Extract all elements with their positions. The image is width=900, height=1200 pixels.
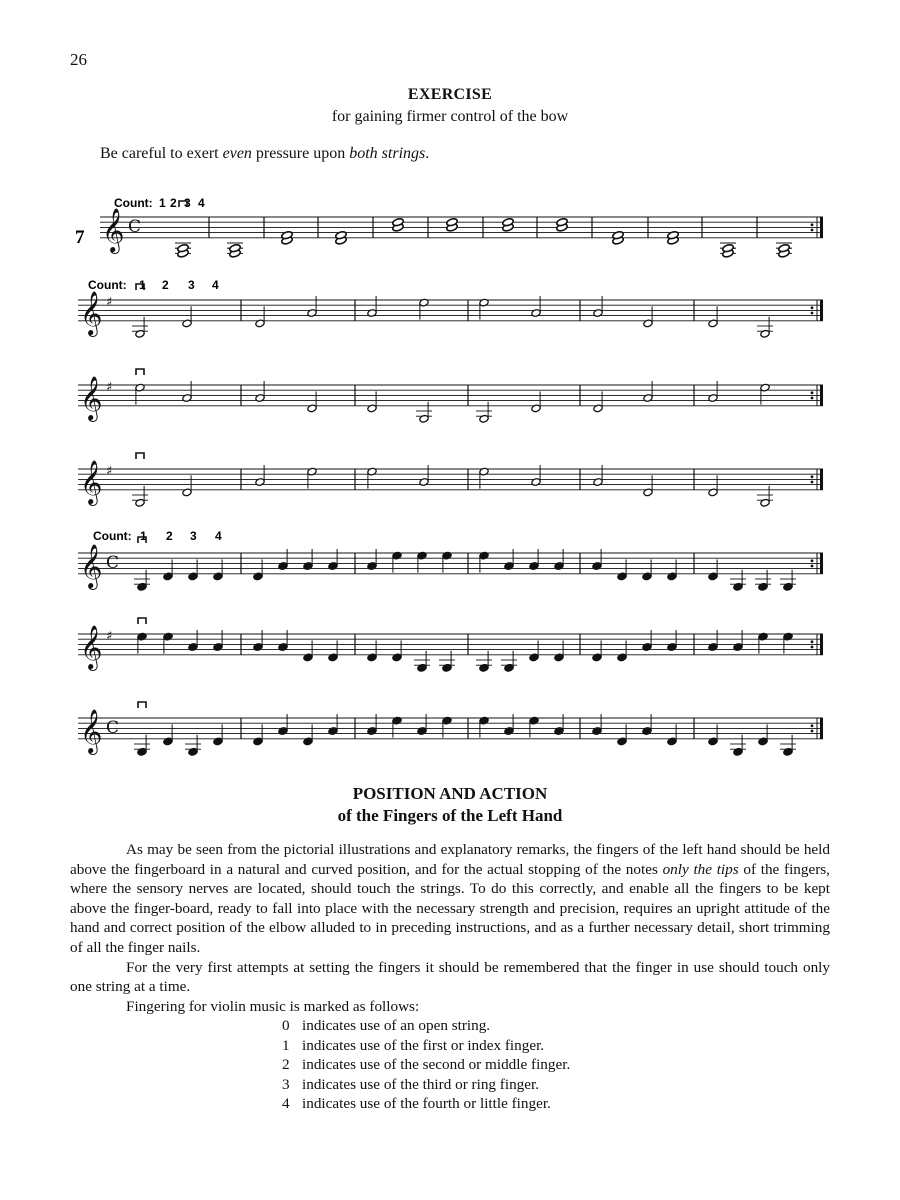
- treble-clef-icon: 𝄞: [80, 290, 103, 335]
- fingering-text: indicates use of an open string.: [302, 1017, 491, 1034]
- instruction-text: .: [425, 145, 430, 162]
- count-beat: 1: [159, 196, 166, 210]
- repeat-dot: [811, 312, 814, 315]
- sharp-icon: ♯: [106, 295, 113, 310]
- paragraph: [70, 958, 830, 997]
- repeat-dot: [811, 724, 814, 727]
- section-subtitle: of the Fingers of the Left Hand: [337, 806, 563, 825]
- count-beat: 3: [190, 529, 197, 543]
- repeat-dot: [811, 475, 814, 478]
- paragraph-text: For the very first attempts at setting the fingers it should be remembered that the finger in use should touch only one string at a time.: [70, 958, 830, 996]
- count-beat: 2: [170, 196, 177, 210]
- fingering-item: [282, 1094, 570, 1114]
- final-barline: [820, 718, 823, 739]
- down-bow-icon: [136, 453, 144, 459]
- instruction-text: pressure upon: [251, 145, 350, 162]
- repeat-dot: [811, 565, 814, 568]
- repeat-dot: [811, 306, 814, 309]
- paragraph-text: Fingering for violin music is marked as follows:: [126, 997, 420, 1015]
- count-beat: 1: [139, 278, 146, 292]
- repeat-dot: [811, 481, 814, 484]
- section-title: POSITION AND ACTION: [352, 784, 548, 803]
- treble-clef-icon: 𝄞: [80, 459, 103, 504]
- count-beat: 4: [198, 196, 205, 210]
- repeat-dot: [811, 559, 814, 562]
- fingering-number: 3: [282, 1075, 290, 1093]
- sharp-icon: ♯: [106, 629, 113, 644]
- paragraph-text: As may be seen from the pictorial illustrations and explanatory remarks, the fingers of the left hand should be held above the fingerboard in a natural and curved position, and for the actual stopping of the notes: [70, 841, 830, 878]
- fingering-item: [282, 1075, 570, 1095]
- count-beat: 4: [215, 529, 222, 543]
- final-barline: [820, 634, 823, 655]
- repeat-dot: [811, 730, 814, 733]
- repeat-dot: [811, 223, 814, 226]
- instruction-emphasis: both strings: [349, 145, 426, 162]
- exercise-number: 7: [75, 227, 85, 248]
- count-label-text: Count:: [93, 529, 132, 543]
- count-label: [88, 278, 219, 292]
- down-bow-icon: [138, 702, 146, 708]
- fingering-number: 2: [282, 1056, 290, 1074]
- treble-clef-icon: 𝄞: [80, 375, 103, 420]
- common-time-icon: C: [128, 217, 142, 237]
- fingering-text: indicates use of the second or middle finger.: [302, 1056, 571, 1074]
- count-beat: 1: [140, 529, 147, 543]
- exercise-subtitle: for gaining firmer control of the bow: [331, 108, 569, 125]
- paragraph: [70, 840, 830, 958]
- fingering-text: indicates use of the fourth or little finger.: [302, 1095, 551, 1113]
- final-barline: [820, 385, 823, 406]
- final-barline: [820, 217, 823, 238]
- final-barline: [820, 300, 823, 321]
- fingering-text: indicates use of the third or ring finger.: [302, 1075, 540, 1093]
- paragraph-text: of the fingers, where the sensory nerves are located, should touch the strings. To do this correctly, and enable all the fingers to be kept above the finger-board, ready to fall into place with the necessary strength and precision, requires an upright attitude of the hand and correct position of the elbow alluded to in preceding instructions, and as a further necessary detail, short trimming of all the finger nails.: [70, 860, 830, 956]
- common-time-icon: C: [106, 718, 120, 738]
- count-label: [114, 196, 205, 210]
- down-bow-icon: [136, 369, 144, 375]
- treble-clef-icon: 𝄞: [80, 543, 103, 588]
- count-beat: 3: [184, 196, 191, 210]
- paragraph: [70, 997, 830, 1017]
- repeat-dot: [811, 229, 814, 232]
- common-time-icon: C: [106, 553, 120, 573]
- treble-clef-icon: 𝄞: [80, 708, 103, 753]
- treble-clef-icon: 𝄞: [80, 624, 103, 669]
- fingering-item: [282, 1016, 570, 1036]
- repeat-dot: [811, 397, 814, 400]
- down-bow-icon: [138, 618, 146, 624]
- fingering-item: [282, 1055, 570, 1075]
- instruction-emphasis: even: [222, 145, 252, 162]
- paragraph-emphasis: only the tips: [662, 860, 739, 878]
- sharp-icon: ♯: [106, 380, 113, 395]
- count-beat: 3: [188, 278, 195, 292]
- section-body: [70, 840, 830, 1016]
- repeat-dot: [811, 391, 814, 394]
- fingering-list: [282, 1016, 570, 1114]
- fingering-number: 1: [282, 1036, 290, 1054]
- page-number: 26: [70, 50, 87, 69]
- count-beat: 4: [212, 278, 219, 292]
- count-label-text: Count:: [114, 196, 153, 210]
- repeat-dot: [811, 640, 814, 643]
- count-label-text: Count:: [88, 278, 127, 292]
- final-barline: [820, 553, 823, 574]
- repeat-dot: [811, 646, 814, 649]
- instruction-text: Be careful to exert: [100, 145, 223, 162]
- count-label: [93, 529, 222, 543]
- final-barline: [820, 469, 823, 490]
- fingering-number: 4: [282, 1095, 290, 1113]
- fingering-item: [282, 1036, 570, 1056]
- fingering-text: indicates use of the first or index finger.: [302, 1036, 545, 1054]
- treble-clef-icon: 𝄞: [102, 207, 125, 252]
- count-beat: 2: [166, 529, 173, 543]
- count-beat: 2: [162, 278, 169, 292]
- exercise-title: EXERCISE: [407, 86, 493, 103]
- fingering-number: 0: [282, 1017, 290, 1034]
- sharp-icon: ♯: [106, 464, 113, 479]
